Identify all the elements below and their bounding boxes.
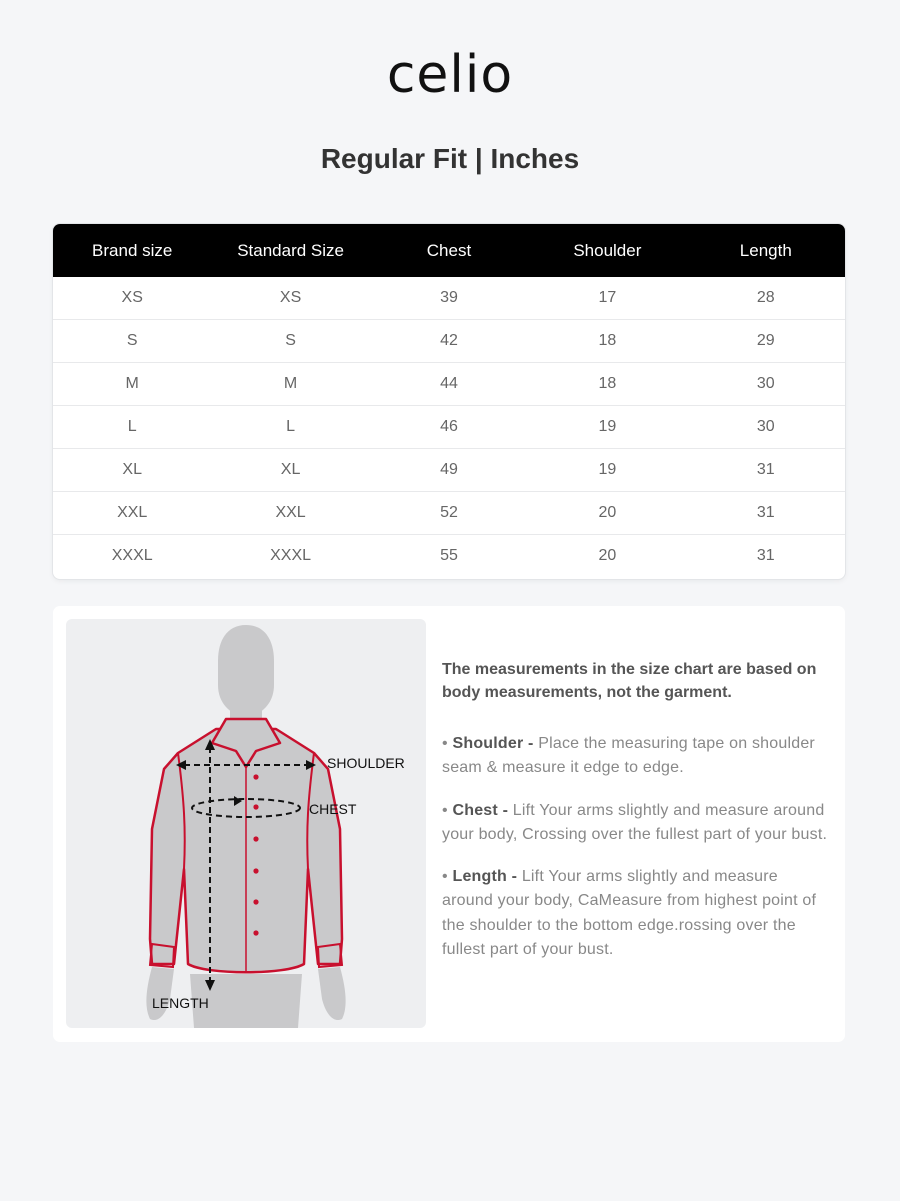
header-length: Length xyxy=(687,224,845,277)
cell-standard-size: L xyxy=(211,406,369,449)
bullet-dot: • xyxy=(442,735,448,752)
cell-shoulder: 17 xyxy=(598,289,617,306)
guide-item-shoulder xyxy=(442,732,832,781)
cell-chest: 39 xyxy=(440,289,458,306)
cell-standard-size: XS xyxy=(279,289,302,306)
table-row xyxy=(53,363,845,406)
cell-shoulder: 19 xyxy=(528,449,686,492)
cell-shoulder: 20 xyxy=(528,535,686,578)
size-chart-table xyxy=(53,224,845,577)
cell-brand-size: XXL xyxy=(53,492,211,535)
header-brand-size: Brand size xyxy=(53,224,211,277)
guide-term-length: Length - xyxy=(452,868,518,886)
cell-length: 30 xyxy=(687,363,845,406)
cell-brand-size: L xyxy=(53,406,211,449)
cell-standard-size: XXL xyxy=(211,492,369,535)
table-row xyxy=(53,277,845,320)
cell-brand-size: S xyxy=(53,320,211,363)
table-row xyxy=(53,449,845,492)
right-hand-silhouette xyxy=(318,967,346,1020)
guide-item-length xyxy=(442,865,832,962)
cell-shoulder: 20 xyxy=(528,492,686,535)
cell-length: 31 xyxy=(687,535,845,578)
cell-shoulder: 18 xyxy=(528,363,686,406)
cell-chest: 44 xyxy=(370,363,528,406)
cell-standard-size: M xyxy=(211,363,369,406)
cell-standard-size: XXXL xyxy=(211,535,369,578)
head-silhouette xyxy=(218,625,274,717)
cell-chest: 46 xyxy=(370,406,528,449)
table-row xyxy=(53,406,845,449)
cell-shoulder: 19 xyxy=(528,406,686,449)
chest-label: CHEST xyxy=(309,801,357,817)
guide-text-chest: Lift Your arms slightly and measure around your body, Crossing over the fullest part of your bust. xyxy=(442,801,828,843)
cell-length: 30 xyxy=(687,406,845,449)
cell-brand-size: XXXL xyxy=(53,535,211,578)
table-header-row xyxy=(53,224,845,277)
header-standard-size: Standard Size xyxy=(211,224,369,277)
header-chest: Chest xyxy=(370,224,528,277)
cell-length: 31 xyxy=(687,492,845,535)
measurement-instructions xyxy=(442,658,832,980)
guide-text-length: Lift Your arms slightly and measure around your body, CaMeasure from highest point of the shoulder to the bottom edge.rossing over the fullest part of your bust. xyxy=(442,868,817,959)
page-title: Regular Fit | Inches xyxy=(320,143,580,174)
table-body xyxy=(53,277,845,577)
cell-shoulder: 18 xyxy=(528,320,686,363)
cell-standard-size: S xyxy=(211,320,369,363)
length-label: LENGTH xyxy=(152,995,209,1011)
guide-term-shoulder: Shoulder - xyxy=(452,735,534,752)
bullet-dot: • xyxy=(442,801,448,819)
guide-term-chest: Chest - xyxy=(452,801,509,819)
cell-standard-size: XL xyxy=(211,449,369,492)
cell-length: 31 xyxy=(687,449,845,492)
shirt-figure-illustration xyxy=(66,619,426,1028)
cell-brand-size: XL xyxy=(53,449,211,492)
table-row xyxy=(53,320,845,363)
cell-chest: 55 xyxy=(370,535,528,578)
measurement-guide-card xyxy=(53,606,845,1042)
cell-length: 28 xyxy=(756,289,775,306)
guide-intro: The measurements in the size chart are based on body measurements, not the garment. xyxy=(442,661,817,701)
cell-length: 29 xyxy=(687,320,845,363)
measurement-figure xyxy=(66,619,426,1028)
table-row xyxy=(53,535,845,578)
cell-chest: 49 xyxy=(370,449,528,492)
guide-item-chest xyxy=(442,799,832,848)
brand-logo: celio xyxy=(386,45,514,105)
bullet-dot: • xyxy=(442,868,448,886)
cell-chest: 52 xyxy=(370,492,528,535)
left-hand-silhouette xyxy=(146,967,174,1020)
size-chart-table-card xyxy=(53,224,845,579)
guide-text-shoulder: Place the measuring tape on shoulder seam & measure it edge to edge. xyxy=(442,735,815,777)
cell-brand-size: XS xyxy=(121,289,143,306)
cell-chest: 42 xyxy=(370,320,528,363)
table-row xyxy=(53,492,845,535)
header-shoulder: Shoulder xyxy=(528,224,686,277)
cell-brand-size: M xyxy=(53,363,211,406)
shoulder-label: SHOULDER xyxy=(327,755,405,771)
